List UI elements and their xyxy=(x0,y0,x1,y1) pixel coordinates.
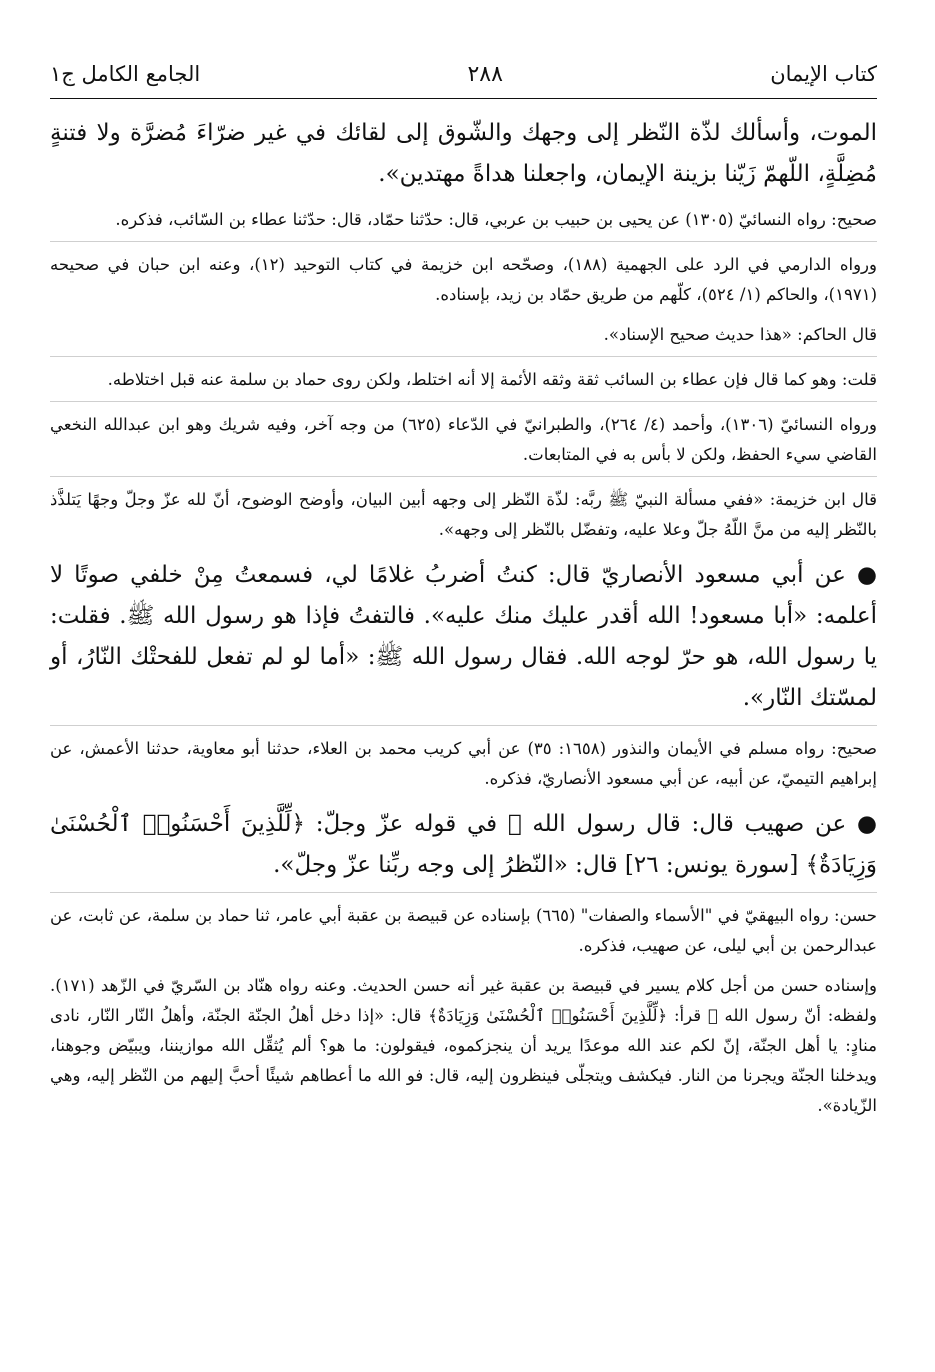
hadith-text-continuation xyxy=(50,107,877,199)
main-paragraph: ● عن صهيب قال: قال رسول الله ﷺ في قوله عزّ وجلّ: ﴿لِّلَّذِينَ أَحْسَنُوا۟ ٱلْحُسْنَىٰ وَزِيَادَةٌ﴾ [سورة يونس: ٢٦] قال: «النّظرُ إلى وجه ربِّنا عزّ وجلّ». xyxy=(50,811,878,878)
note-paragraph: صحيح: رواه مسلم في الأيمان والنذور (١٦٥٨: ٣٥) عن أبي كريب محمد بن العلاء، حدثنا أبو معاوية، حدثنا الأعمش، عن إبراهيم التيميّ، عن أبيه، عن أبي مسعود الأنصاريّ، فذكره. xyxy=(50,739,877,788)
note-paragraph: قال الحاكم: «هذا حديث صحيح الإسناد». xyxy=(603,325,877,344)
footnote-block xyxy=(50,359,877,399)
note-paragraph: ورواه النسائيّ (١٣٠٦)، وأحمد (٤/ ٢٦٤)، والطبرانيّ في الدّعاء (٦٢٥) من وجه آخر، وفيه شريك وهو ابن عبدالله النخعي القاضي سيء الحفظ، ولكن لا بأس به في المتابعات. xyxy=(50,415,877,464)
note-paragraph: قلت: وهو كما قال فإن عطاء بن السائب ثقة وثقه الأئمة إلا أنه اختلط، ولكن روى حماد بن سلمة عنه قبل اختلاطه. xyxy=(107,370,877,389)
hadith-block xyxy=(50,549,877,723)
block-divider xyxy=(50,401,877,402)
note-paragraph: وإسناده حسن من أجل كلام يسير في قبيصة بن عقبة غير أنه حسن الحديث. وعنه رواه هنّاد بن السّريّ في الزّهد (١٧١). ولفظه: أنّ رسول الله ﷺ قرأ: ﴿لِّلَّذِينَ أَحْسَنُوا۟ ٱلْحُسْنَىٰ وَزِيَادَةٌ﴾ قال: «إذا دخل أهلُ الجنّة الجنّة، وأهلُ النّار النّار، نادى منادٍ: يا أهل الجنّة، إنّ لكم عند الله موعدًا يريد أن ينجزكموه، فيقولون: ما هو؟ ألم يُثقِّل الله موازيننا، ويبيّض وجوهنا، ويدخلنا الجنّة ويجرنا من النار. فيكشف ويتجلّى فينظرون إليه، قال: فو الله ما أعطاهم شيئًا أحبَّ إليهم من النّظر إليه، وهي الزّيادة». xyxy=(50,976,877,1115)
note-paragraph: قال ابن خزيمة: «ففي مسألة النبيّ ﷺ ربَّه: لذّة النّظر إلى وجهه أبين البيان، وأوضح الوضوح، أنّ لله عزّ وجلّ وجهًا يَتلذَّذ بالنّظر إليه من منَّ اللّهُ جلّ وعلا عليه، وتفضّل بالنّظر إلى وجهه». xyxy=(50,490,877,539)
running-header xyxy=(50,62,877,99)
footnote-block xyxy=(50,199,877,239)
hadith-block xyxy=(50,798,877,890)
block-divider xyxy=(50,356,877,357)
footnote-block xyxy=(50,728,877,798)
note-paragraph: حسن: رواه البيهقيّ في "الأسماء والصفات" (٦٦٥) بإسناده عن قبيصة بن عقبة أبي عامر، ثنا حماد بن سلمة، عن ثابت، عن عبدالرحمن بن أبي ليلى، عن صهيب، فذكره. xyxy=(50,906,877,955)
page-number: ٢٨٨ xyxy=(467,62,503,87)
block-divider xyxy=(50,892,877,893)
footnote-block xyxy=(50,404,877,474)
block-divider xyxy=(50,725,877,726)
chapter-title: كتاب الإيمان xyxy=(770,62,877,86)
footnote-block xyxy=(50,314,877,354)
block-divider xyxy=(50,241,877,242)
book-title: الجامع الكامل ج١ xyxy=(50,62,201,86)
footnote-block xyxy=(50,479,877,549)
note-paragraph: صحيح: رواه النسائيّ (١٣٠٥) عن يحيى بن حبيب بن عربي، قال: حدّثنا حمّاد، قال: حدّثنا عطاء بن السّائب، فذكره. xyxy=(115,210,877,229)
footnote-block xyxy=(50,244,877,314)
main-paragraph: ● عن أبي مسعود الأنصاريّ قال: كنتُ أضربُ غلامًا لي، فسمعتُ مِنْ خلفي صوتًا لا أعلمه: «أبا مسعود! الله أقدر عليك منك عليه». فالتفتُ فإذا هو رسول الله ﷺ. فقلت: يا رسول الله، هو حرّ لوجه الله. فقال رسول الله ﷺ: «أما لو لم تفعل للفحتْك النّارُ، أو لمسّتك النّار». xyxy=(50,562,877,711)
footnote-block xyxy=(50,965,877,1125)
main-paragraph: الموت، وأسألك لذّة النّظر إلى وجهك والشّوق إلى لقائك في غير ضرّاءَ مُضرَّة ولا فتنةٍ مُضِلَّةٍ، اللّهمّ زَيّنا بزينة الإيمان، واجعلنا هداةً مهتدين». xyxy=(50,120,877,187)
block-divider xyxy=(50,476,877,477)
note-paragraph: ورواه الدارمي في الرد على الجهمية (١٨٨)، وصحّحه ابن خزيمة في كتاب التوحيد (١٢)، وعنه ابن حبان في صحيحه (١٩٧١)، والحاكم (١/ ٥٢٤)، كلّهم من طريق حمّاد بن زيد، بإسناده. xyxy=(50,255,877,304)
footnote-block xyxy=(50,895,877,965)
